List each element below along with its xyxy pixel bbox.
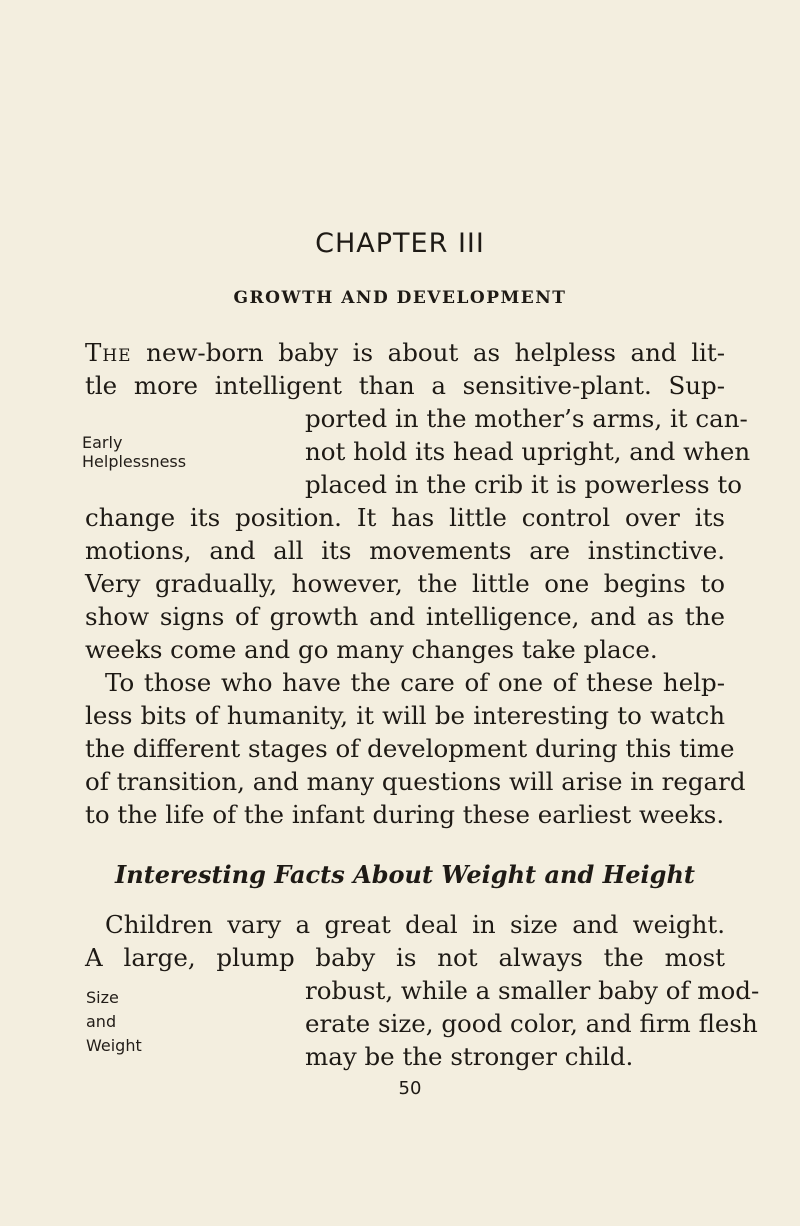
paragraph-3-line-2: A large, plump baby is not always the most xyxy=(85,943,725,972)
paragraph-2-line-5: to the life of the infant during these earliest weeks. xyxy=(85,800,725,829)
margin-note-line: and xyxy=(86,1012,117,1031)
paragraph-1-line-7: motions, and all its movements are instinctive. xyxy=(85,536,725,565)
paragraph-3-line-3: robust, while a smaller baby of mod- xyxy=(305,976,760,1005)
paragraph-2-line-1: To those who have the care of one of these help- xyxy=(105,668,725,697)
paragraph-1-line-1-text: new-born baby is about as helpless and lit- xyxy=(131,338,725,367)
paragraph-1-line-1 xyxy=(85,337,725,369)
chapter-number: CHAPTER III xyxy=(315,228,485,259)
chapter-title: GROWTH AND DEVELOPMENT xyxy=(233,288,567,308)
margin-note-early-helplessness xyxy=(82,433,186,471)
margin-note-size-and-weight xyxy=(86,986,142,1058)
margin-note-line: Helplessness xyxy=(82,452,187,471)
paragraph-1-line-8: Very gradually, however, the little one begins to xyxy=(85,569,725,598)
paragraph-1-line-6: change its position. It has little control over its xyxy=(85,503,725,532)
margin-note-line: Early xyxy=(82,433,123,452)
section-heading: Interesting Facts About Weight and Height xyxy=(115,860,695,889)
paragraph-2-line-3: the different stages of development during this time xyxy=(85,734,735,763)
paragraph-3-line-5: may be the stronger child. xyxy=(305,1042,634,1071)
margin-note-line: Size xyxy=(86,988,119,1007)
paragraph-1-line-10: weeks come and go many changes take place. xyxy=(85,635,658,664)
drop-word: The xyxy=(85,338,132,367)
paragraph-1-line-2: tle more intelligent than a sensitive-plant. Sup- xyxy=(85,371,725,400)
paragraph-1-line-9: show signs of growth and intelligence, and as the xyxy=(85,602,725,631)
paragraph-3-line-1: Children vary a great deal in size and weight. xyxy=(105,910,725,939)
paragraph-1-line-3: ported in the mother’s arms, it can- xyxy=(305,404,748,433)
paragraph-1-line-4: not hold its head upright, and when xyxy=(305,437,751,466)
paragraph-2-line-2: less bits of humanity, it will be interesting to watch xyxy=(85,701,725,730)
paragraph-2-line-4: of transition, and many questions will arise in regard xyxy=(85,767,746,796)
paragraph-3-line-4: erate size, good color, and firm flesh xyxy=(305,1009,758,1038)
page-number: 50 xyxy=(398,1078,422,1099)
paragraph-1-line-5: placed in the crib it is powerless to xyxy=(305,470,743,499)
margin-note-line: Weight xyxy=(86,1036,142,1055)
